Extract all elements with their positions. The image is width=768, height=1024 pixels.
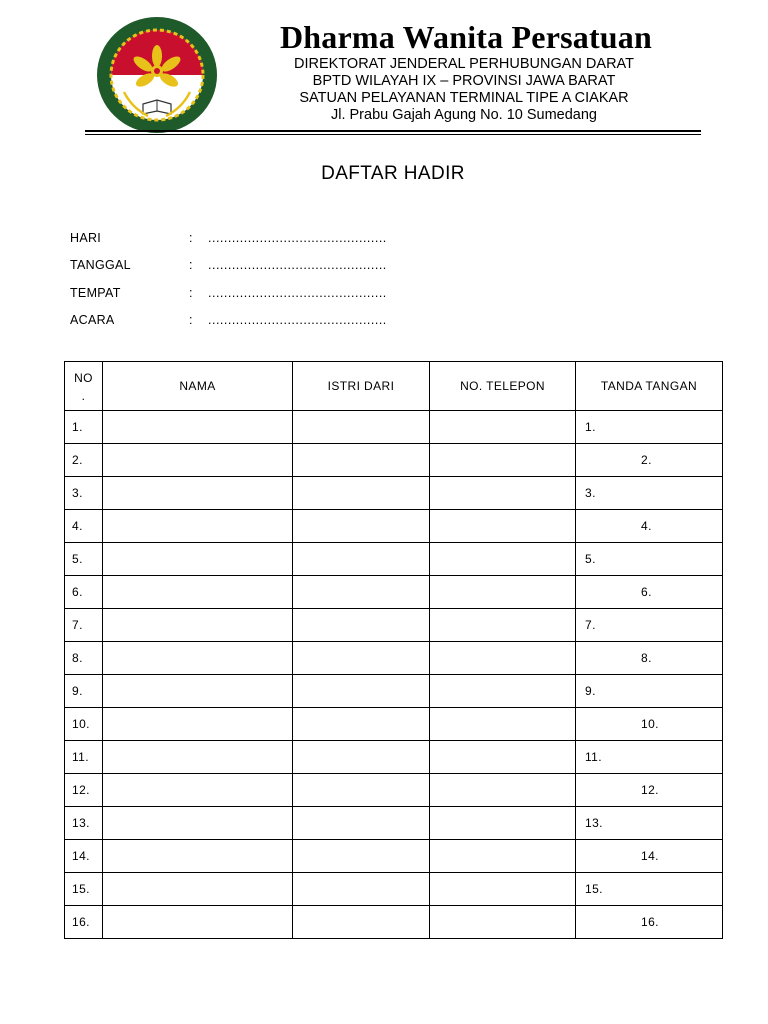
istri-dari-cell[interactable] — [293, 873, 430, 906]
table-row — [65, 708, 723, 741]
attendance-table — [64, 361, 723, 939]
organization-name: Dharma Wanita Persatuan — [279, 19, 653, 55]
istri-dari-cell[interactable] — [293, 576, 430, 609]
tanda-tangan-cell[interactable]: 11. — [576, 741, 723, 774]
row-number: 1. — [65, 411, 103, 444]
field-colon: : — [189, 313, 193, 327]
header-rule-thin — [85, 134, 701, 135]
nama-cell[interactable] — [103, 807, 293, 840]
istri-dari-cell[interactable] — [293, 609, 430, 642]
field-blank[interactable]: ............................................. — [208, 313, 387, 327]
nama-cell[interactable] — [103, 741, 293, 774]
istri-dari-cell[interactable] — [293, 477, 430, 510]
nama-cell[interactable] — [103, 543, 293, 576]
header-rule-thick — [85, 130, 701, 132]
table-row — [65, 510, 723, 543]
nama-cell[interactable] — [103, 477, 293, 510]
field-colon: : — [189, 286, 193, 300]
table-row — [65, 411, 723, 444]
nama-cell[interactable] — [103, 411, 293, 444]
tanda-tangan-cell[interactable]: 6. — [576, 576, 723, 609]
table-row — [65, 840, 723, 873]
field-label: ACARA — [70, 313, 115, 327]
field-label: HARI — [70, 231, 102, 245]
no-telepon-cell[interactable] — [430, 477, 576, 510]
tanda-tangan-cell[interactable]: 16. — [576, 906, 723, 939]
istri-dari-cell[interactable] — [293, 840, 430, 873]
tanda-tangan-cell[interactable]: 13. — [576, 807, 723, 840]
tanda-tangan-cell[interactable]: 15. — [576, 873, 723, 906]
row-number: 15. — [65, 873, 103, 906]
row-number: 13. — [65, 807, 103, 840]
tanda-tangan-cell[interactable]: 3. — [576, 477, 723, 510]
no-telepon-cell[interactable] — [430, 741, 576, 774]
istri-dari-cell[interactable] — [293, 708, 430, 741]
address-line: Jl. Prabu Gajah Agung No. 10 Sumedang — [330, 107, 597, 123]
table-row — [65, 741, 723, 774]
no-telepon-cell[interactable] — [430, 873, 576, 906]
nama-cell[interactable] — [103, 675, 293, 708]
istri-dari-cell[interactable] — [293, 807, 430, 840]
tanda-tangan-cell[interactable]: 12. — [576, 774, 723, 807]
row-number: 2. — [65, 444, 103, 477]
dharma-wanita-emblem-icon — [96, 16, 218, 134]
column-header-nama: NAMA — [103, 362, 293, 411]
terminal-line: SATUAN PELAYANAN TERMINAL TIPE A CIAKAR — [299, 90, 629, 106]
field-colon: : — [189, 258, 193, 272]
no-telepon-cell[interactable] — [430, 444, 576, 477]
tanda-tangan-cell[interactable]: 7. — [576, 609, 723, 642]
column-header-no-telepon: NO. TELEPON — [430, 362, 576, 411]
no-telepon-cell[interactable] — [430, 906, 576, 939]
no-telepon-cell[interactable] — [430, 708, 576, 741]
row-number: 5. — [65, 543, 103, 576]
nama-cell[interactable] — [103, 774, 293, 807]
row-number: 6. — [65, 576, 103, 609]
no-telepon-cell[interactable] — [430, 411, 576, 444]
field-blank[interactable]: ............................................. — [208, 286, 387, 300]
no-telepon-cell[interactable] — [430, 840, 576, 873]
table-row — [65, 675, 723, 708]
row-number: 12. — [65, 774, 103, 807]
no-telepon-cell[interactable] — [430, 609, 576, 642]
row-number: 9. — [65, 675, 103, 708]
nama-cell[interactable] — [103, 642, 293, 675]
row-number: 4. — [65, 510, 103, 543]
row-number: 16. — [65, 906, 103, 939]
no-telepon-cell[interactable] — [430, 576, 576, 609]
istri-dari-cell[interactable] — [293, 543, 430, 576]
document-title: DAFTAR HADIR — [321, 163, 465, 184]
istri-dari-cell[interactable] — [293, 444, 430, 477]
field-blank[interactable]: ............................................. — [208, 231, 387, 245]
table-row — [65, 807, 723, 840]
istri-dari-cell[interactable] — [293, 411, 430, 444]
table-row — [65, 444, 723, 477]
directorate-line: DIREKTORAT JENDERAL PERHUBUNGAN DARAT — [294, 56, 634, 72]
table-row — [65, 609, 723, 642]
row-number: 10. — [65, 708, 103, 741]
no-telepon-cell[interactable] — [430, 510, 576, 543]
row-number: 14. — [65, 840, 103, 873]
table-row — [65, 642, 723, 675]
table-row — [65, 576, 723, 609]
nama-cell[interactable] — [103, 609, 293, 642]
row-number: 8. — [65, 642, 103, 675]
column-header-tanda-tangan: TANDA TANGAN — [576, 362, 723, 411]
table-header-row — [65, 362, 723, 411]
bptd-line: BPTD WILAYAH IX – PROVINSI JAWA BARAT — [312, 73, 616, 89]
row-number: 3. — [65, 477, 103, 510]
table-row — [65, 774, 723, 807]
table-row — [65, 906, 723, 939]
nama-cell[interactable] — [103, 576, 293, 609]
istri-dari-cell[interactable] — [293, 510, 430, 543]
no-telepon-cell[interactable] — [430, 774, 576, 807]
field-label: TANGGAL — [70, 258, 131, 272]
table-row — [65, 543, 723, 576]
tanda-tangan-cell[interactable]: 5. — [576, 543, 723, 576]
nama-cell[interactable] — [103, 840, 293, 873]
istri-dari-cell[interactable] — [293, 675, 430, 708]
no-telepon-cell[interactable] — [430, 543, 576, 576]
istri-dari-cell[interactable] — [293, 741, 430, 774]
row-number: 11. — [65, 741, 103, 774]
nama-cell[interactable] — [103, 510, 293, 543]
istri-dari-cell[interactable] — [293, 642, 430, 675]
no-telepon-cell[interactable] — [430, 675, 576, 708]
nama-cell[interactable] — [103, 444, 293, 477]
tanda-tangan-cell[interactable]: 2. — [576, 444, 723, 477]
no-telepon-cell[interactable] — [430, 642, 576, 675]
column-header-istri-dari: ISTRI DARI — [293, 362, 430, 411]
column-header-no: NO . — [65, 362, 103, 411]
no-telepon-cell[interactable] — [430, 807, 576, 840]
field-label: TEMPAT — [70, 286, 121, 300]
tanda-tangan-cell[interactable]: 9. — [576, 675, 723, 708]
tanda-tangan-cell[interactable]: 1. — [576, 411, 723, 444]
row-number: 7. — [65, 609, 103, 642]
tanda-tangan-cell[interactable]: 4. — [576, 510, 723, 543]
nama-cell[interactable] — [103, 873, 293, 906]
nama-cell[interactable] — [103, 708, 293, 741]
istri-dari-cell[interactable] — [293, 906, 430, 939]
istri-dari-cell[interactable] — [293, 774, 430, 807]
tanda-tangan-cell[interactable]: 8. — [576, 642, 723, 675]
tanda-tangan-cell[interactable]: 10. — [576, 708, 723, 741]
table-body — [65, 411, 723, 939]
tanda-tangan-cell[interactable]: 14. — [576, 840, 723, 873]
table-row — [65, 477, 723, 510]
field-blank[interactable]: ............................................. — [208, 258, 387, 272]
nama-cell[interactable] — [103, 906, 293, 939]
table-row — [65, 873, 723, 906]
field-colon: : — [189, 231, 193, 245]
